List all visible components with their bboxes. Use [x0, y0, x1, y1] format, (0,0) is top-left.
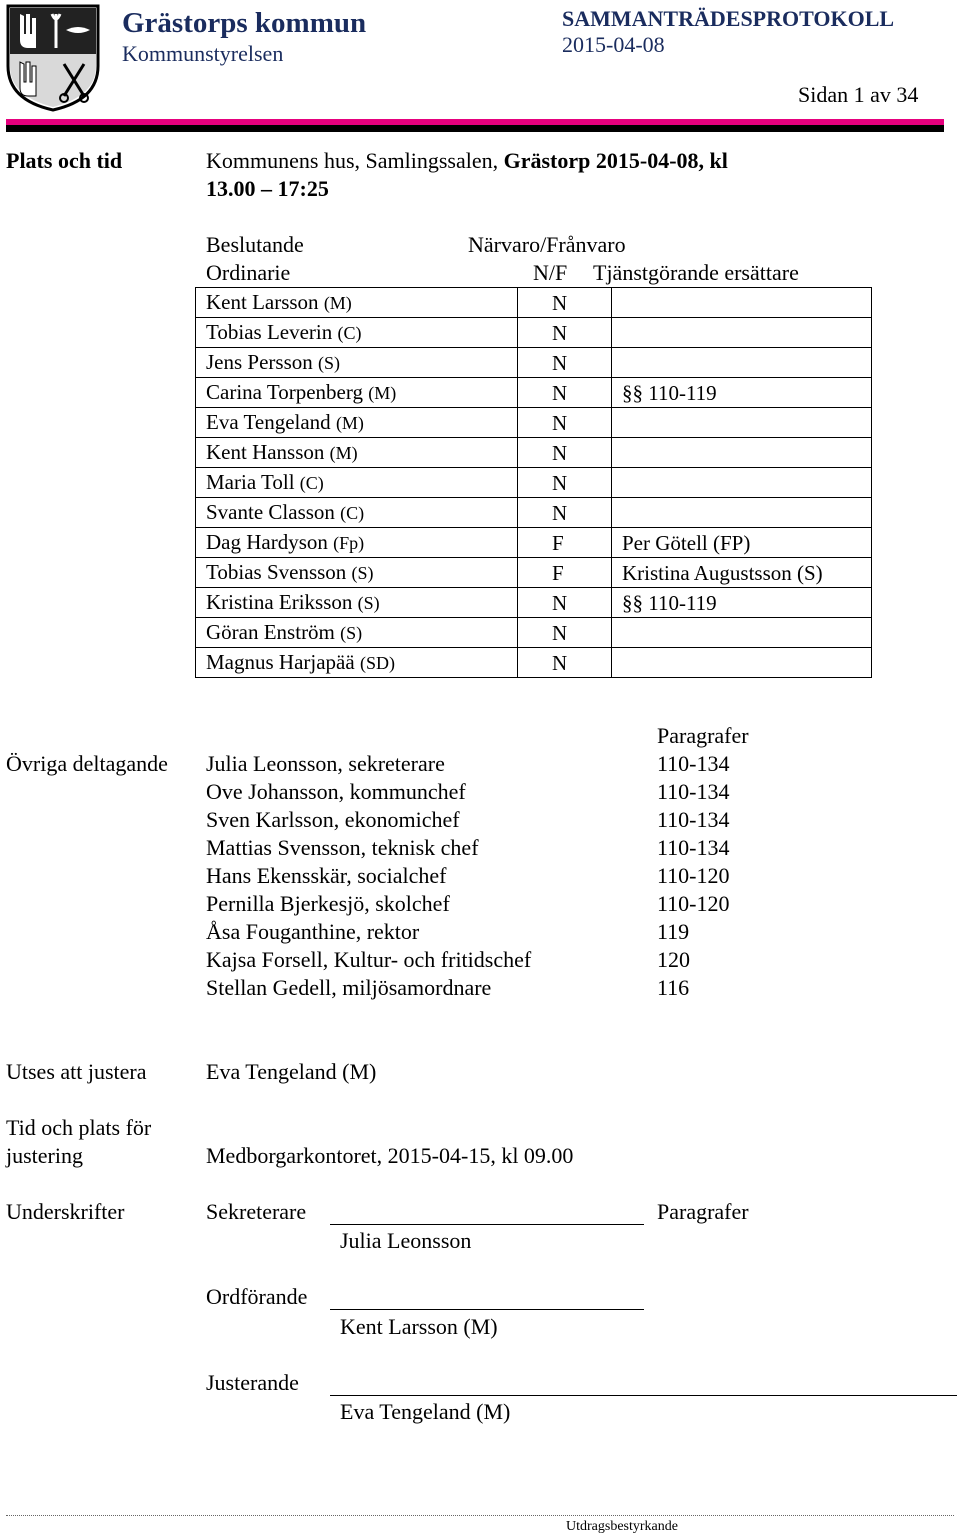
participant-name: Kajsa Forsell, Kultur- och fritidschef — [206, 947, 532, 972]
participant-name: Pernilla Bjerkesjö, skolchef — [206, 891, 450, 916]
presence-status: N — [518, 378, 612, 408]
place-time-date: Grästorp 2015-04-08, kl — [503, 148, 728, 173]
presence-status: N — [518, 648, 612, 678]
member-party: (SD) — [359, 653, 395, 673]
member-party: (M) — [329, 443, 358, 463]
substitute-note — [612, 468, 872, 498]
participant-paragraphs: 110-134 — [657, 751, 730, 776]
member-name: Jens Persson — [206, 350, 319, 374]
member-name: Kristina Eriksson — [206, 590, 358, 614]
secretary-role: Sekreterare — [206, 1199, 307, 1224]
substitute-note: Per Götell (FP) — [612, 528, 872, 558]
place-time-line1 — [206, 148, 728, 174]
member-cell — [196, 378, 518, 408]
adjuster-signature-line — [330, 1395, 957, 1396]
member-party: (C) — [340, 503, 365, 523]
adjuster-value: Eva Tengeland (M) — [206, 1059, 377, 1084]
presence-title: Närvaro/Frånvaro — [468, 232, 626, 257]
substitute-note — [612, 618, 872, 648]
ordinary-title: Ordinarie — [206, 260, 291, 285]
presence-status: N — [518, 288, 612, 318]
member-party: (Fp) — [333, 533, 365, 553]
member-cell — [196, 528, 518, 558]
substitute-note — [612, 498, 872, 528]
member-party: (M) — [335, 413, 364, 433]
participant-paragraphs: 110-120 — [657, 863, 730, 888]
member-cell — [196, 558, 518, 588]
nf-title: N/F — [533, 260, 568, 285]
adjuster-label: Utses att justera — [6, 1059, 147, 1084]
participant-name: Julia Leonsson, sekreterare — [206, 751, 445, 776]
decision-makers-title: Beslutande — [206, 232, 304, 257]
member-name: Göran Enström — [206, 620, 341, 644]
substitute-title: Tjänstgörande ersättare — [593, 260, 799, 285]
participant-paragraphs: 110-134 — [657, 835, 730, 860]
member-party: (S) — [340, 623, 363, 643]
member-party: (C) — [337, 323, 362, 343]
member-party: (C) — [299, 473, 324, 493]
chair-name: Kent Larsson (M) — [340, 1314, 498, 1339]
attendance-table — [195, 287, 872, 678]
participant-name: Ove Johansson, kommunchef — [206, 779, 466, 804]
presence-status: N — [518, 618, 612, 648]
substitute-note: §§ 110-119 — [612, 588, 872, 618]
attendance-row — [196, 498, 872, 528]
attendance-row — [196, 438, 872, 468]
member-cell — [196, 408, 518, 438]
presence-status: N — [518, 588, 612, 618]
adjuster-name: Eva Tengeland (M) — [340, 1399, 511, 1424]
signatures-paragraphs-title: Paragrafer — [657, 1199, 749, 1224]
presence-status: N — [518, 498, 612, 528]
member-name: Carina Torpenberg — [206, 380, 369, 404]
secretary-signature-line — [330, 1224, 644, 1225]
substitute-note — [612, 648, 872, 678]
member-cell — [196, 288, 518, 318]
signatures-label: Underskrifter — [6, 1199, 125, 1224]
attendance-row — [196, 588, 872, 618]
attendance-row — [196, 318, 872, 348]
attendance-row — [196, 378, 872, 408]
footer-text: Utdragsbestyrkande — [566, 1519, 678, 1534]
adjust-time-value: Medborgarkontoret, 2015-04-15, kl 09.00 — [206, 1143, 574, 1168]
participant-name: Hans Ekensskär, socialchef — [206, 863, 447, 888]
presence-status: N — [518, 318, 612, 348]
adjust-time-label-2: justering — [6, 1143, 83, 1168]
member-cell — [196, 618, 518, 648]
org-name: Grästorps kommun — [122, 7, 367, 39]
participant-name: Mattias Svensson, teknisk chef — [206, 835, 479, 860]
member-party: (S) — [318, 353, 341, 373]
member-name: Tobias Leverin — [206, 320, 338, 344]
member-cell — [196, 588, 518, 618]
participant-name: Stellan Gedell, miljösamordnare — [206, 975, 492, 1000]
body-name: Kommunstyrelsen — [122, 41, 284, 66]
member-cell — [196, 498, 518, 528]
attendance-row — [196, 468, 872, 498]
member-cell — [196, 438, 518, 468]
chair-role: Ordförande — [206, 1284, 308, 1309]
member-cell — [196, 318, 518, 348]
attendance-row — [196, 618, 872, 648]
participant-name: Sven Karlsson, ekonomichef — [206, 807, 460, 832]
presence-status: N — [518, 348, 612, 378]
member-cell — [196, 468, 518, 498]
attendance-row — [196, 348, 872, 378]
adjust-time-label-1: Tid och plats för — [6, 1115, 152, 1140]
substitute-note: Kristina Augustsson (S) — [612, 558, 872, 588]
member-name: Maria Toll — [206, 470, 300, 494]
secretary-name: Julia Leonsson — [340, 1228, 472, 1253]
participant-paragraphs: 116 — [657, 975, 690, 1000]
header-divider-bar — [6, 125, 944, 132]
member-cell — [196, 648, 518, 678]
participant-paragraphs: 110-134 — [657, 807, 730, 832]
member-name: Eva Tengeland — [206, 410, 336, 434]
participant-paragraphs: 110-120 — [657, 891, 730, 916]
attendance-row — [196, 408, 872, 438]
place-time-line2: 13.00 – 17:25 — [206, 176, 329, 201]
attendance-row — [196, 288, 872, 318]
substitute-note — [612, 348, 872, 378]
member-party: (M) — [323, 293, 352, 313]
member-party: (M) — [368, 383, 397, 403]
member-cell — [196, 348, 518, 378]
others-label: Övriga deltagande — [6, 751, 168, 776]
substitute-note — [612, 288, 872, 318]
doc-date: 2015-04-08 — [562, 32, 665, 57]
adjuster-role: Justerande — [206, 1370, 299, 1395]
others-paragraphs-title: Paragrafer — [657, 723, 749, 748]
substitute-note — [612, 408, 872, 438]
substitute-note — [612, 318, 872, 348]
substitute-note: §§ 110-119 — [612, 378, 872, 408]
member-name: Tobias Svensson — [206, 560, 352, 584]
attendance-row — [196, 528, 872, 558]
presence-status: N — [518, 468, 612, 498]
participant-name: Åsa Fouganthine, rektor — [206, 919, 420, 944]
participant-paragraphs: 110-134 — [657, 779, 730, 804]
member-name: Magnus Harjapää — [206, 650, 360, 674]
member-name: Svante Classon — [206, 500, 341, 524]
presence-status: F — [518, 558, 612, 588]
attendance-row — [196, 648, 872, 678]
member-name: Dag Hardyson — [206, 530, 334, 554]
member-name: Kent Hansson — [206, 440, 330, 464]
substitute-note — [612, 438, 872, 468]
presence-status: N — [518, 438, 612, 468]
presence-status: N — [518, 408, 612, 438]
member-party: (S) — [351, 563, 374, 583]
footer-divider — [6, 1515, 954, 1516]
doc-type: SAMMANTRÄDESPROTOKOLL — [562, 6, 895, 31]
presence-status: F — [518, 528, 612, 558]
chair-signature-line — [330, 1309, 644, 1310]
coat-of-arms-icon — [6, 4, 100, 112]
member-party: (S) — [357, 593, 380, 613]
attendance-row — [196, 558, 872, 588]
place-time-label: Plats och tid — [6, 148, 123, 173]
page-number: Sidan 1 av 34 — [798, 82, 919, 107]
participant-paragraphs: 120 — [657, 947, 690, 972]
place-time-venue: Kommunens hus, Samlingssalen, — [206, 148, 504, 173]
participant-paragraphs: 119 — [657, 919, 690, 944]
member-name: Kent Larsson — [206, 290, 324, 314]
